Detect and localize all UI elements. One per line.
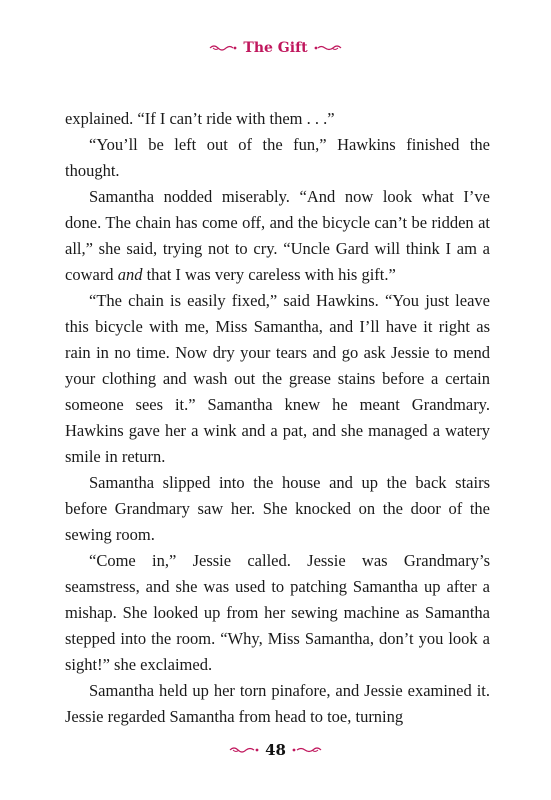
body-text — [65, 106, 490, 730]
paragraph — [65, 106, 490, 132]
chapter-title: The Gift — [243, 40, 308, 56]
text-segment: Samantha slipped into the house and up the back stairs before Grandmary saw her. She knocked on the door of the sewing room. — [65, 473, 490, 544]
text-segment: “The chain is easily fixed,” said Hawkins. “You just leave this bicycle with me, Miss Samantha, and I’ll have it right as rain in no time. Now dry your tears and go ask Jessie to mend your clothing and wash out the grease stains before a certain someone sees it.” Samantha knew he meant Grandmary. Hawkins gave her a wink and a pat, and she managed a watery smile in return. — [65, 291, 490, 466]
paragraph — [65, 288, 490, 470]
text-segment: Samantha nodded miserably. “And now look what I’ve done. The chain has come off, and the bicycle can’t be ridden at all,” she said, trying not to cry. “Uncle Gard will think I am a coward — [65, 187, 490, 284]
page-number: 48 — [265, 741, 286, 759]
paragraph — [65, 184, 490, 288]
left-footer-flourish-icon — [229, 745, 259, 755]
text-segment: “You’ll be left out of the fun,” Hawkins finished the thought. — [65, 135, 490, 180]
running-header — [0, 40, 551, 56]
paragraph — [65, 132, 490, 184]
text-segment: Samantha held up her torn pinafore, and Jessie examined it. Jessie regarded Samantha from head to toe, turning — [65, 681, 490, 726]
text-segment: explained. “If I can’t ride with them . . .” — [65, 109, 335, 128]
italic-text: and — [117, 265, 143, 284]
right-flourish-icon — [314, 43, 342, 53]
right-footer-flourish-icon — [292, 745, 322, 755]
paragraph — [65, 470, 490, 548]
paragraph — [65, 548, 490, 678]
paragraph — [65, 678, 490, 730]
left-flourish-icon — [209, 43, 237, 53]
text-segment: “Come in,” Jessie called. Jessie was Grandmary’s seamstress, and she was used to patching Samantha up after a mishap. She looked up from her sewing machine as Samantha stepped into the room. “Why, Miss Samantha, don’t you look a sight!” she exclaimed. — [65, 551, 490, 674]
page-footer — [0, 741, 551, 759]
text-segment: that I was very careless with his gift.” — [142, 265, 396, 284]
